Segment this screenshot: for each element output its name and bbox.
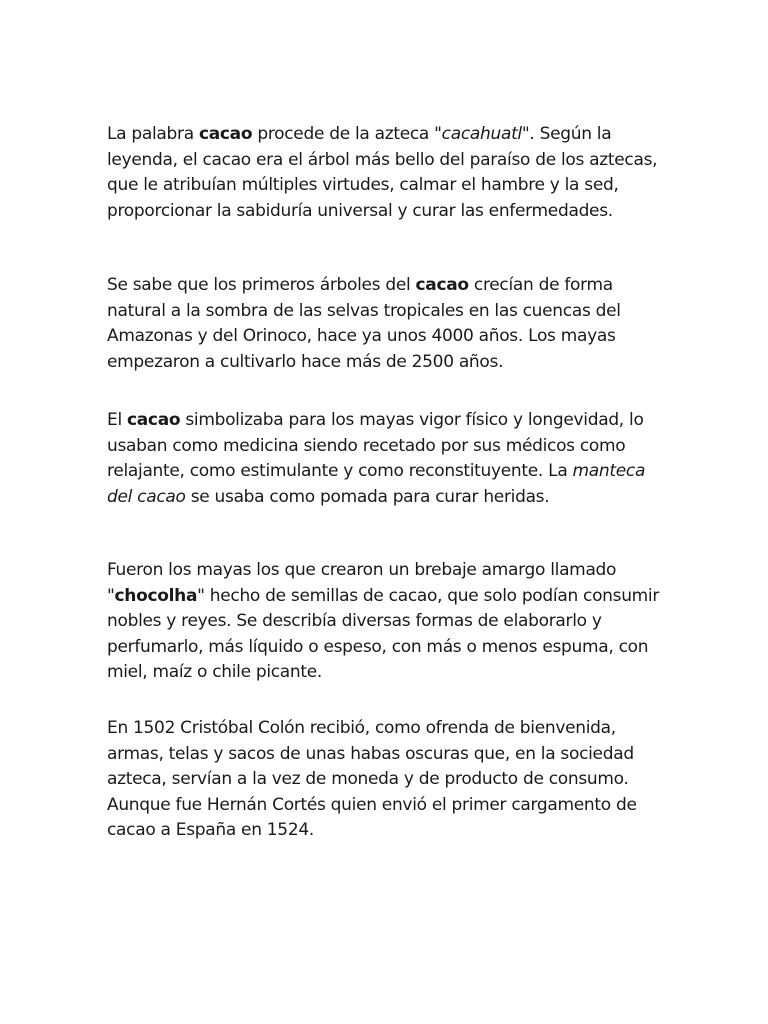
bold-term: chocolha	[114, 585, 198, 606]
text-segment: La palabra	[107, 124, 199, 144]
paragraph-5	[107, 716, 667, 844]
text-segment: El	[107, 410, 127, 430]
italic-term: cacahuatl	[441, 124, 522, 144]
text-segment: Se sabe que los primeros árboles del	[107, 275, 416, 295]
text-segment: crecían de forma natural a la sombra de las selvas tropicales en las cuencas del Amazonas y del Orinoco, hace ya unos 4000 años. Los mayas empezaron a cultivarlo hace más de 2500 años.	[107, 275, 621, 372]
text-segment: Fueron los mayas los que crearon un brebaje amargo llamado "	[107, 560, 617, 606]
paragraph-4	[107, 558, 667, 686]
text-segment: En 1502 Cristóbal Colón recibió, como ofrenda de bienvenida, armas, telas y sacos de unas habas oscuras que, en la sociedad azteca, servían a la vez de moneda y de producto de consumo. Aunque fue Hernán Cortés quien envió el primer cargamento de cacao a España en 1524.	[107, 718, 637, 840]
paragraph-2	[107, 273, 667, 375]
text-segment: ". Según la leyenda, el cacao era el árbol más bello del paraíso de los aztecas, que le atribuían múltiples virtudes, calmar el hambre y la sed, proporcionar la sabiduría universal y curar las enfermedades.	[107, 124, 658, 221]
text-segment: simbolizaba para los mayas vigor físico y longevidad, lo usaban como medicina siendo recetado por sus médicos como relajante, como estimulante y como reconstituyente. La	[107, 410, 644, 481]
italic-term: manteca del cacao	[107, 461, 646, 507]
text-segment: se usaba como pomada para curar heridas.	[185, 486, 550, 507]
text-segment: " hecho de semillas de cacao, que solo podían consumir nobles y reyes. Se describía diversas formas de elaborarlo y perfumarlo, más líquido o espeso, con más o menos espuma, con miel, maíz o chile picante.	[107, 585, 660, 682]
bold-term: cacao	[198, 124, 253, 144]
text-segment: procede de la azteca "	[252, 124, 442, 144]
bold-term: cacao	[415, 275, 469, 295]
paragraph-3	[107, 408, 667, 510]
bold-term: cacao	[126, 410, 181, 430]
paragraph-1	[107, 122, 667, 224]
